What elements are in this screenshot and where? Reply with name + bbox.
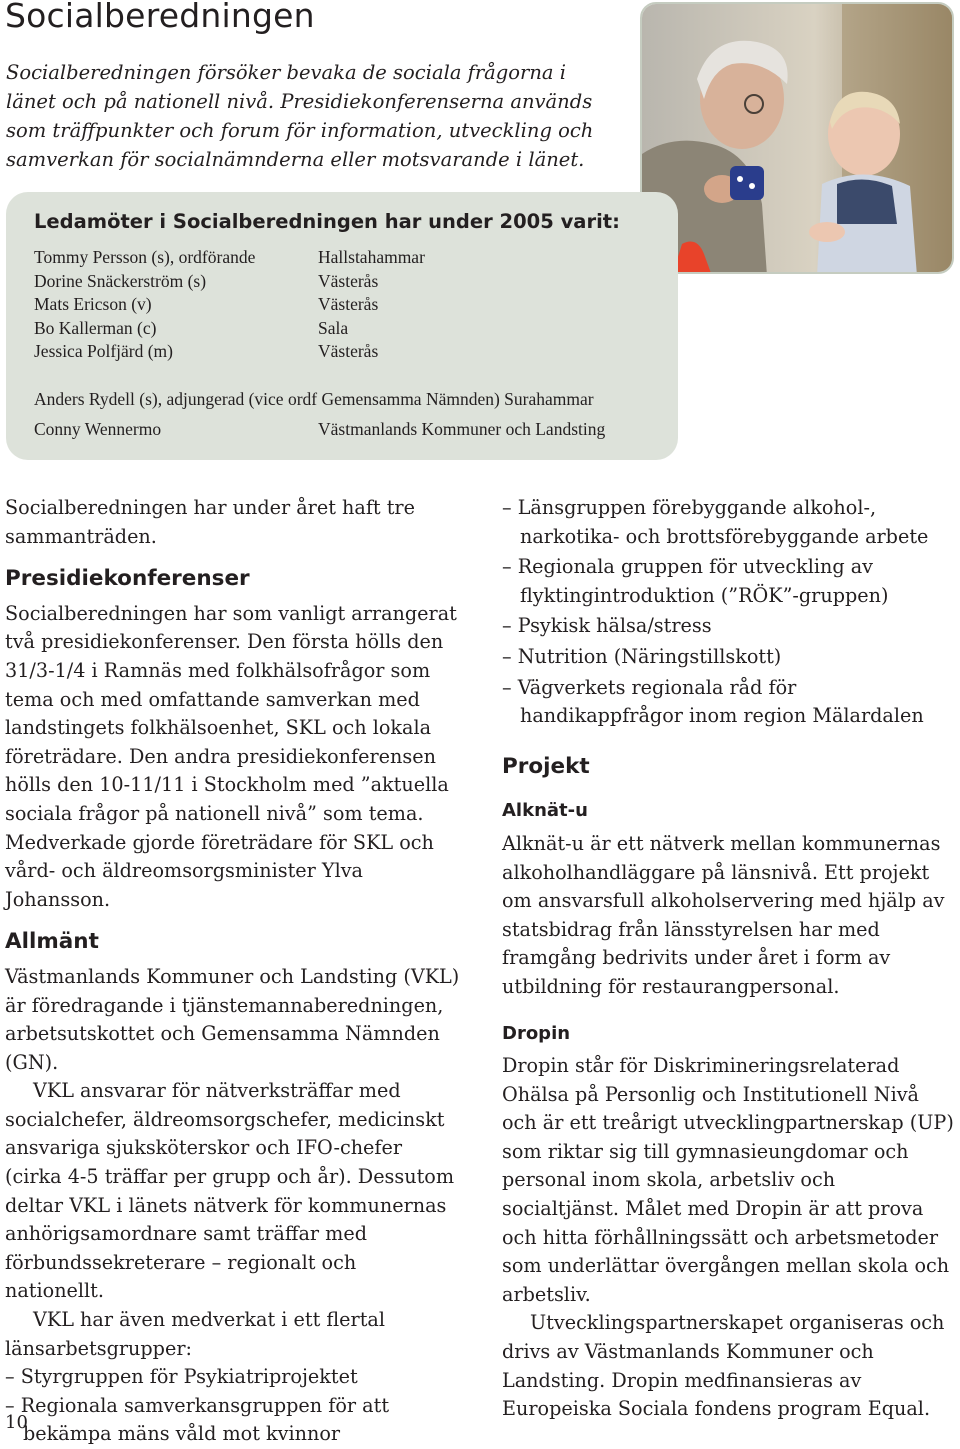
dropin-text-1: Dropin står för Diskrimineringsrelaterad Ohälsa på Personlig och Institutionell Nivå och är ett treårigt utvecklingpartnerskap (UP) som riktar sig till gymnasieungdomar och personal inom skola, arbetsliv och socialtjänst. Målet med Dropin är att prova och hitta förhållningssätt och arbetsmetoder som underlättar övergången mellan skola och arbetsliv. [502,1054,954,1306]
photo-grandmother-child [640,2,954,274]
list-item: – Länsgruppen förebyggande alkohol-, narkotika- och brottsförebyggande arbete [502,496,929,548]
list-item: – Regionala samverkansgruppen för att bekämpa mäns våld mot kvinnor [5,1393,390,1446]
member-name: Tommy Persson (s), ordförande [34,247,256,267]
dropin-text-2: Utvecklingspartnerskapet organiseras och drivs av Västmanlands Kommuner och Landsting. Dropin medfinansieras av Europeiska Sociala fondens program Equal. [502,1311,945,1421]
members-box [6,192,678,460]
intro-text: Socialberedningen försöker bevaka de sociala frågorna i länet och på nationell nivå. Presidiekonferenserna används som träffpunkter och forum för information, utveckling och samverkan för socialnämnderna eller motsvarande i länet. [6,61,594,171]
presidie-text: Socialberedningen har som vanligt arrangerat två presidiekonferenser. Den första hölls den 31/3-1/4 i Ramnäs med folkhälsofrågor som tema och med omfattande samverkan med landstingets folkhälsoenhet, SKL och lokala företrädare. Den andra presidiekonferensen hölls den 10-11/11 i Stockholm med ”aktuella sociala frågor på nationell nivå” som tema. Medverkade gjorde företrädare för SKL och vård- och äldreomsorgsminister Ylva Johansson. [5,601,457,911]
member-name: Jessica Polfjärd (m) [34,341,173,362]
member-place: Hallstahammar [318,247,425,267]
allmant-text-3: VKL har även medverkat i ett flertal länsarbetsgrupper: [5,1308,385,1360]
page-title: Socialberedningen [5,0,315,35]
heading-projekt: Projekt [502,753,590,779]
other-member-name: Conny Wennermo [34,419,162,439]
member-place: Västerås [318,270,379,291]
member-name: Bo Kallerman (c) [34,317,157,338]
allmant-text-1: Västmanlands Kommuner och Landsting (VKL) är föredragande i tjänstemannaberedningen, arbetsutskottet och Gemensamma Nämnden (GN). [5,964,460,1074]
other-member [34,419,654,440]
page-number: 10 [5,1412,28,1433]
adjunct-member: Anders Rydell (s), adjungerad (vice ordf Gemensamma Nämnden) Surahammar [34,389,594,409]
member-name: Dorine Snäckerström (s) [34,270,207,291]
heading-presidiekonferenser: Presidiekonferenser [5,566,250,592]
member-name: Mats Ericson (v) [34,294,152,315]
member-place: Västerås [318,341,379,362]
list-item: – Regionala gruppen för utveckling av flyktingintroduktion (”RÖK”-gruppen) [502,555,889,607]
meetings-text: Socialberedningen har under året haft tre sammanträden. [5,496,415,548]
heading-allmant: Allmänt [5,929,99,955]
allmant-text-2: VKL ansvarar för nätverksträffar med socialchefer, äldreomsorgschefer, medicinskt ansvariga sjuksköterskor och IFO-chefer (cirka 4-5 träffar per grupp och år). Dessutom deltar VKL i länets nätverk för kommunernas anhörigsamordnare samt träffar med förbundssekreterare – regionalt och nationellt. [5,1079,455,1303]
left-column [5,494,461,1449]
list-item: – Nutrition (Näringstillskott) [502,644,782,668]
member-place: Sala [318,317,349,338]
list-item: – Vägverkets regionala råd för handikappfrågor inom region Mälardalen [502,675,924,728]
member-place: Västerås [318,294,379,315]
heading-dropin: Dropin [502,1022,571,1044]
members-box-title: Ledamöter i Socialberedningen har under 2005 varit: [34,210,620,233]
right-column [502,494,954,1424]
list-item: – Psykisk hälsa/stress [502,614,712,638]
list-item: – Styrgruppen för Psykiatriprojektet [5,1365,358,1389]
other-member-place: Västmanlands Kommuner och Landsting [318,419,606,439]
alknat-text: Alknät-u är ett nätverk mellan kommunernas alkoholhandläggare på länsnivå. Ett projekt om ansvarsfull alkoholservering med hjälp av statsbidrag från länsstyrelsen har med framgång bedrivits under året i form av utbildning för restaurangpersonal. [502,831,945,998]
heading-alknat: Alknät-u [502,800,588,822]
